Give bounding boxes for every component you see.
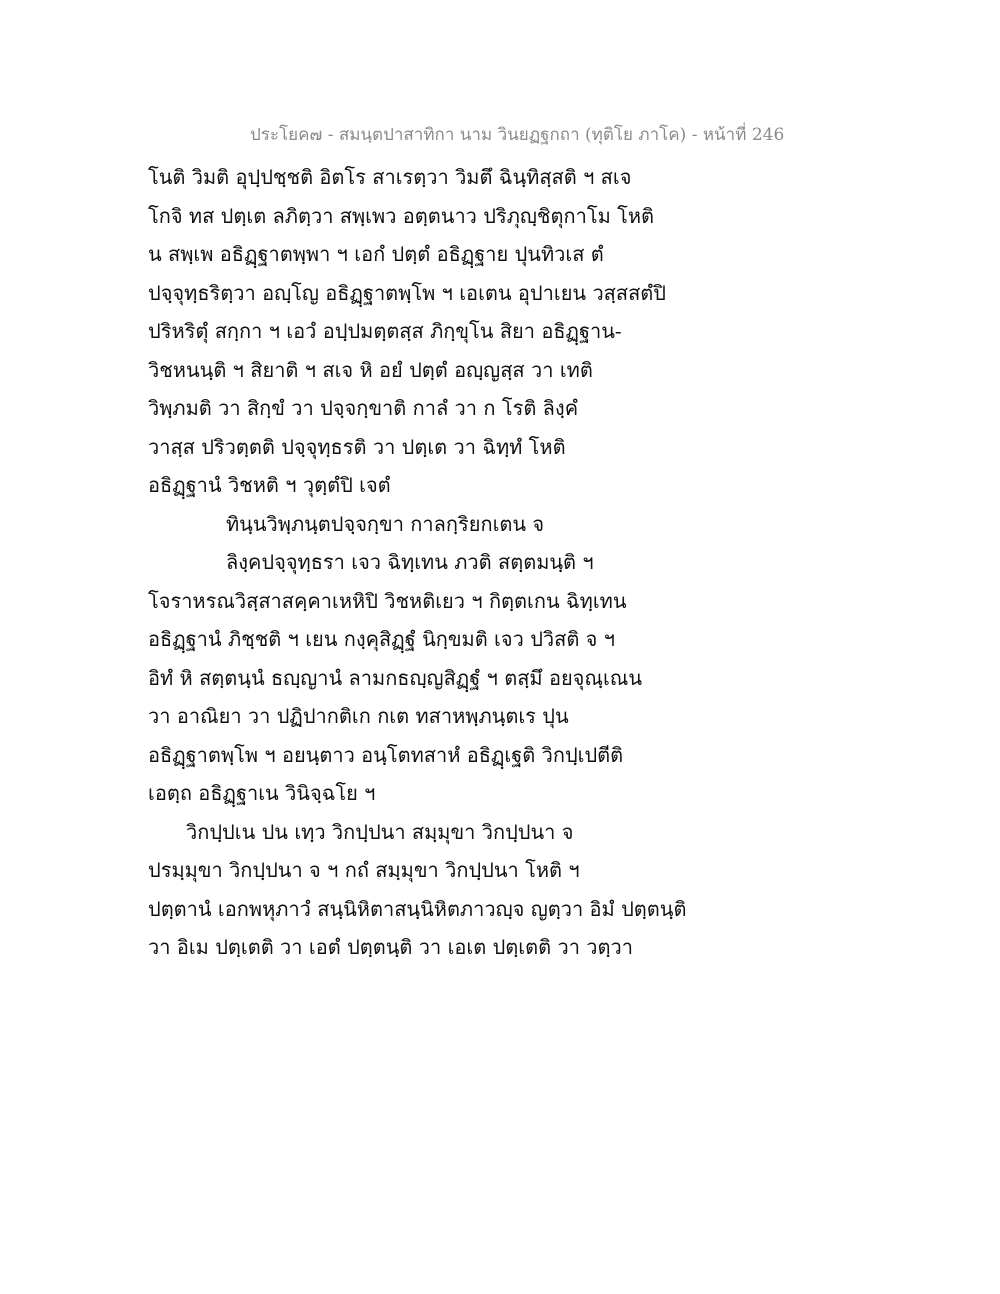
page-header: ประโยค๗ - สมนฺตปาสาทิกา นาม วินยฏฐกถา (ทุติโย ภาโค) - หน้าที่ 246	[250, 125, 785, 145]
text-line: อธิฏฺฐานํ ภิชฺชติ ฯ เยน กงฺคุสิฏฺฐํ นิกฺขมติ เจว ปวิสติ จ ฯ	[148, 627, 615, 651]
text-line: วิพฺภมติ วา สิกฺขํ วา ปจฺจกฺขาติ กาลํ วา ก โรติ ลิงฺคํ	[148, 396, 579, 420]
text-line: เอตฺถ อธิฏฺฐาเน วินิจฺฉโย ฯ	[148, 781, 376, 805]
body-text	[148, 158, 708, 967]
text-line: โนติ วิมติ อุปฺปชฺชติ อิตโร สาเรตฺวา วิมตึ ฉินฺทิสฺสติ ฯ สเจ	[148, 165, 632, 189]
verse-line: ลิงฺคปจฺจุทฺธรา เจว ฉิทฺเทน ภวติ สตฺตมนฺติ ฯ	[226, 550, 594, 574]
text-line: วิชหนนฺติ ฯ สิยาติ ฯ สเจ หิ อยํ ปตฺตํ อญฺญสฺส วา เทติ	[148, 357, 593, 382]
text-line: อธิฏฺฐาตพฺโพ ฯ อยนฺตาว อนฺโตทสาหํ อธิฏฺเฐติ วิกปฺเปตีติ	[148, 742, 624, 767]
text-line: ปริหริตุํ สกฺกา ฯ เอวํ อปฺปมตฺตสฺส ภิกฺขุโน สิยา อธิฏฺฐาน-	[148, 319, 622, 343]
text-line: วา อาณิยา วา ปฏิปากติเก กเต ทสาหพฺภนฺตเร ปุน	[148, 704, 569, 728]
text-line: ปจฺจุทฺธริตฺวา อญฺโญ อธิฏฺฐาตพฺโพ ฯ เอเตน อุปาเยน วสฺสสตํปิ	[148, 280, 666, 305]
text-line: อิทํ หิ สตฺตนฺนํ ธญฺญานํ ลามกธญฺญสิฏฺฐํ ฯ ตสฺมึ อยจุณฺเณน	[148, 665, 643, 690]
text-line: วา อิเม ปตฺเตติ วา เอตํ ปตฺตนฺติ วา เอเต ปตฺเตติ วา วตฺวา	[148, 935, 633, 959]
text-line: อธิฏฺฐานํ วิชหติ ฯ วุตฺตํปิ เจตํ	[148, 473, 391, 497]
text-line: วาสฺส ปริวตฺตติ ปจฺจุทฺธรติ วา ปตฺเต วา ฉิทฺทํ โหติ	[148, 434, 566, 459]
text-line: ปรมฺมุขา วิกปฺปนา จ ฯ กถํ สมฺมุขา วิกปฺปนา โหติ ฯ	[148, 858, 580, 882]
text-line: ปตฺตานํ เอกพหุภาวํ สนฺนิหิตาสนฺนิหิตภาวญฺจ ญตฺวา อิมํ ปตฺตนฺติ	[148, 896, 687, 921]
text-line: โกจิ ทส ปตฺเต ลภิตฺวา สพฺเพว อตฺตนาว ปริภุญฺชิตุกาโม โหติ	[148, 203, 655, 228]
verse-line: ทินฺนวิพฺภนฺตปจฺจกฺขา กาลกฺริยกเตน จ	[226, 511, 545, 536]
text-line: โจราหรณวิสฺสาสคฺคาเหหิปิ วิชหติเยว ฯ กิตฺตเกน ฉิทฺเทน	[148, 588, 627, 613]
paragraph-first-line: วิกปฺปเน ปน เทฺว วิกปฺปนา สมฺมุขา วิกปฺปนา จ	[186, 819, 574, 844]
text-line: น สพฺเพ อธิฏฺฐาตพฺพา ฯ เอกํ ปตฺตํ อธิฏฺฐาย ปุนทิวเส ตํ	[148, 242, 604, 266]
